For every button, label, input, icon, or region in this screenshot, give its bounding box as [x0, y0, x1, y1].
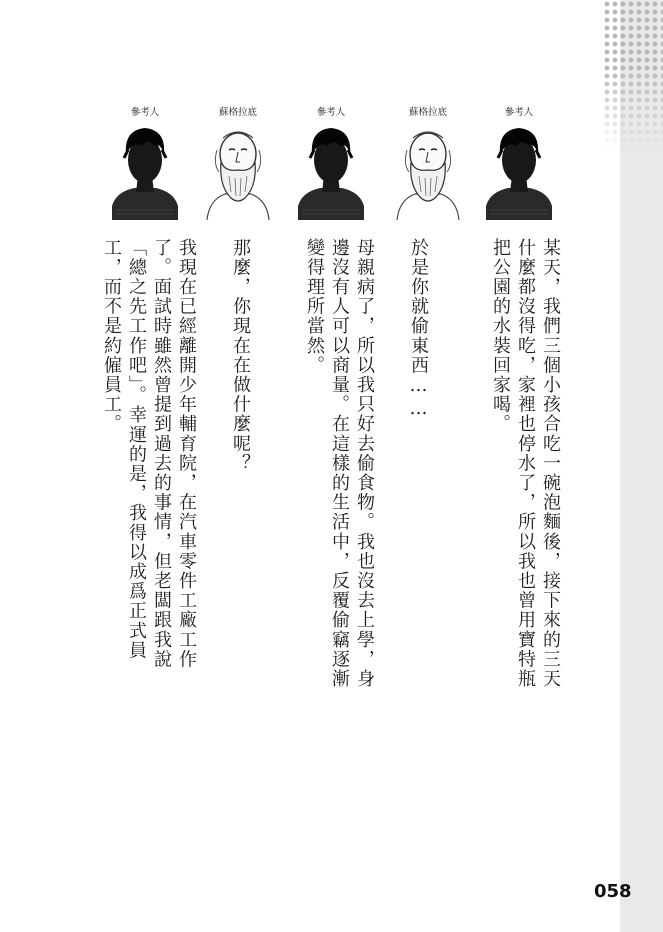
speaker-socrates-2	[193, 104, 283, 220]
speaker-name: 蘇格拉底	[218, 107, 257, 118]
halftone-pattern	[603, 0, 663, 150]
speaker-reference-person-3	[100, 104, 190, 220]
dialogue-turn-2: 於是你就偷東西……	[408, 238, 429, 421]
speaker-name: 參考人	[316, 107, 346, 118]
speaker-name: 參考人	[504, 107, 534, 118]
reference-person-portrait-icon	[294, 120, 368, 220]
dialogue-turn-1: 某天，我們三個小孩合吃一碗泡麵後，接下來的三天什麼都沒得吃，家裡也停水了，所以我也曾用寶特瓶把公園的水裝回家喝。	[490, 238, 561, 689]
speaker-reference-person-1	[474, 104, 564, 220]
socrates-portrait-icon	[391, 120, 465, 220]
dialogue-turn-4: 那麼，你現在在做什麼呢？	[230, 238, 251, 474]
dialogue-turn-5: 我現在已經離開少年輔育院，在汽車零件工廠工作了。面試時雖然曾提到過去的事情，但老闆跟我說「總之先工作吧」。幸運的是，我得以成爲正式員工，而不是約僱員工。	[101, 238, 197, 670]
dialogue-turn-3: 母親病了，所以我只好去偷食物。我也沒去上學，身邊沒有人可以商量。在這樣的生活中，反覆偷竊逐漸變得理所當然。	[304, 238, 375, 689]
speaker-reference-person-2	[286, 104, 376, 220]
speaker-name: 蘇格拉底	[408, 107, 447, 118]
speaker-name: 參考人	[130, 107, 160, 118]
speaker-socrates-1	[383, 104, 473, 220]
reference-person-portrait-icon	[482, 120, 556, 220]
socrates-portrait-icon	[201, 120, 275, 220]
page-number: 058	[594, 881, 632, 902]
reference-person-portrait-icon	[108, 120, 182, 220]
